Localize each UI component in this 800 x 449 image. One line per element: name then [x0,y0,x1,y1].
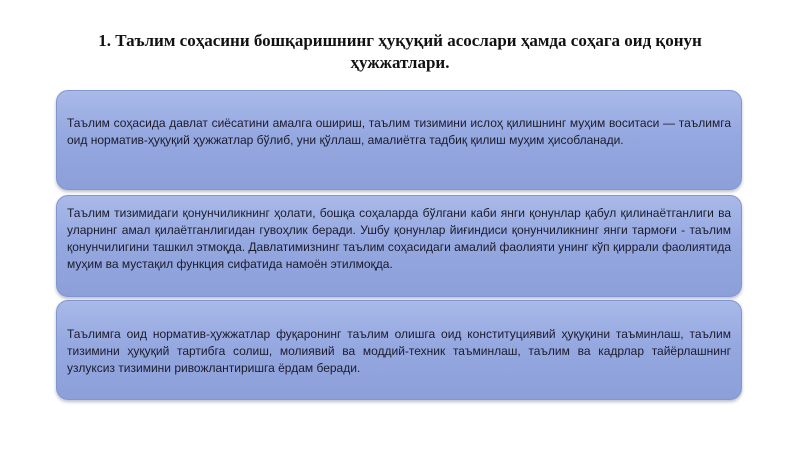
content-box-3 [56,300,742,400]
content-box-1 [56,90,742,190]
content-box-2-text: Таълим тизимидаги қонунчиликнинг ҳолати, бошқа соҳаларда бўлгани каби янги қонунлар қабул қилинаётганлиги ва уларнинг амал қилаётганлигидан гувоҳлик беради. Ушбу қонунлар йиғиндиси қонунчиликнинг янги тармоғи - таълим қонунчилигини ташкил этмоқда. Давлатимизнинг таълим соҳасидаги амалий фаолияти унинг кўп қиррали фаолиятида муҳим ва мустақил функция сифатида намоён этилмоқда. [67,206,731,271]
slide-title [40,30,760,74]
content-box-1-text: Таълим соҳасида давлат сиёсатини амалга ошириш, таълим тизимини ислоҳ қилишнинг муҳим воситаси — таълимга оид норматив-ҳуқуқий ҳужжатлар бўлиб, уни қўллаш, амалиётга тадбиқ қилиш муҳим ҳисобланади. [67,116,731,147]
content-box-2 [56,195,742,297]
content-box-3-text: Таълимга оид норматив-ҳужжатлар фуқаронинг таълим олишга оид конституциявий ҳуқуқини таъминлаш, таълим тизимини ҳуқуқий тартибга солиш, молиявий ва моддий-техник таъминлаш, таълим ва кадрлар тайёрлашнинг узлуксиз тизимини ривожлантиришга ёрдам беради. [67,327,731,375]
slide-title-line-1: 1. Таълим соҳасини бошқаришнинг ҳуқуқий асослари ҳамда соҳага оид қонун [98,31,702,50]
slide-title-line-2: ҳужжатлари. [350,53,450,72]
